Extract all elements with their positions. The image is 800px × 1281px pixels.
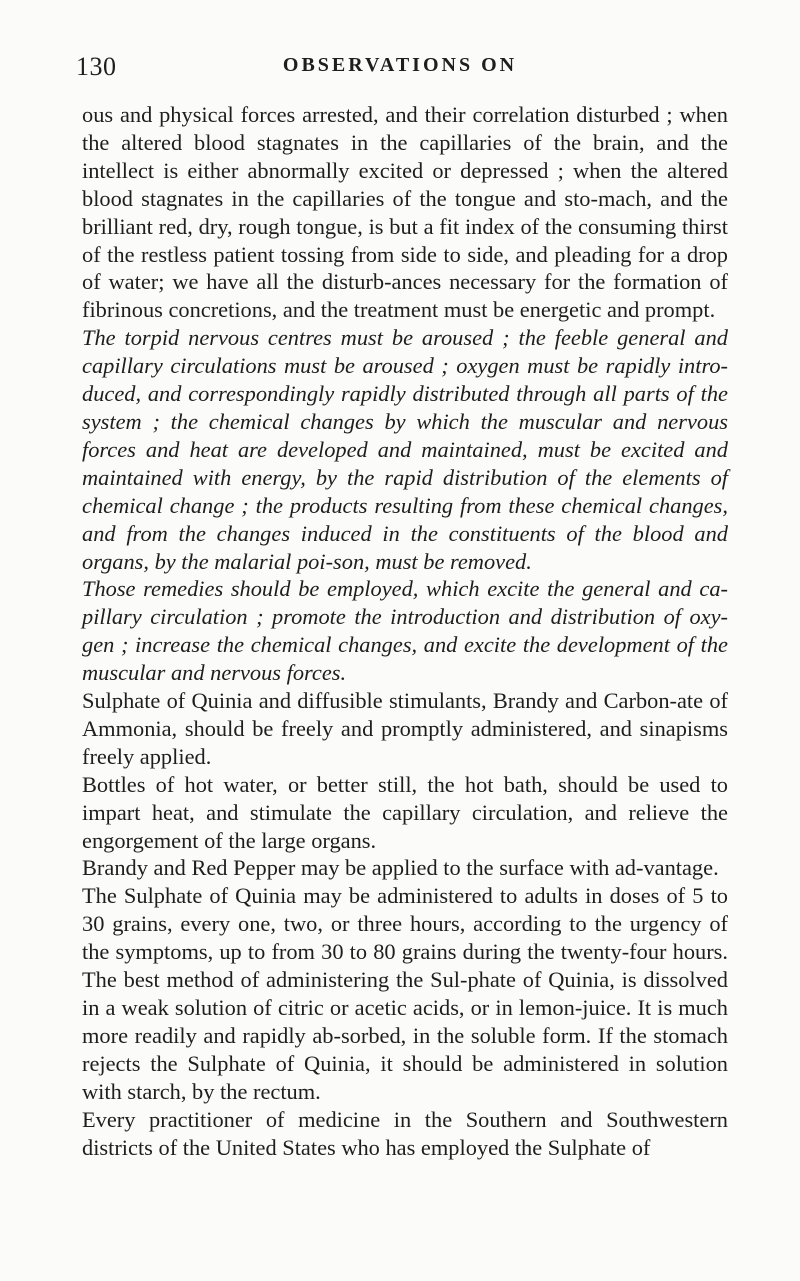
paragraph-continuation: ous and physical forces arrested, and their correlation disturbed ; when the altered blood stagnates in the capillaries of the brain, and the intellect is either abnormally excited or depressed ; when the altered blood stagnates in the capillaries of the tongue and sto-mach, and the brilliant red, dry, rough tongue, is but a fit index of the consuming thirst of the restless patient tossing from side to side, and pleading for a drop of water; we have all the disturb-ances necessary for the formation of fibrinous concretions, and the treatment must be energetic and prompt.	[82, 102, 728, 323]
paragraph-hot-water: Bottles of hot water, or better still, the hot bath, should be used to impart heat, and stimulate the capillary circulation, and relieve the engorgement of the large organs.	[82, 771, 728, 853]
paragraph-remedies: Those remedies should be employed, which excite the general and ca-pillary circulation ; promote the introduction and distribution of oxy-gen ; increase the chemical changes, and excite the development of the muscular and nervous forces.	[82, 576, 728, 686]
paragraph-practitioner: Every practitioner of medicine in the Southern and Southwestern districts of the United States who has employed the Sulphate of	[82, 1106, 728, 1160]
running-header	[76, 52, 724, 82]
paragraph-treatment-principles: The torpid nervous centres must be aroused ; the feeble general and capillary circulations must be aroused ; oxygen must be rapidly intro-duced, and correspondingly rapidly distributed through all parts of the system ; the chemical changes by which the muscular and nervous forces and heat are developed and maintained, must be excited and maintained with energy, by the rapid distribution of the elements of chemical change ; the products resulting from these chemical changes, and from the changes induced in the constituents of the blood and organs, by the malarial poi-son, must be removed.	[82, 325, 728, 574]
running-title: OBSERVATIONS ON	[282, 54, 518, 76]
paragraph-quinia-dosage: The Sulphate of Quinia may be administered to adults in doses of 5 to 30 grains, every one, two, or three hours, according to the urgency of the symptoms, up to from 30 to 80 grains during the twenty-four hours. The best method of administering the Sul-phate of Quinia, is dissolved in a weak solution of citric or acetic acids, or in lemon-juice. It is much more readily and rapidly ab-sorbed, in the soluble form. If the stomach rejects the Sulphate of Quinia, it should be administered in solution with starch, by the rectum.	[82, 883, 728, 1104]
body-text	[82, 101, 728, 1161]
paragraph-brandy-pepper: Brandy and Red Pepper may be applied to the surface with ad-vantage.	[82, 855, 719, 881]
paragraph-quinia-stimulants: Sulphate of Quinia and diffusible stimulants, Brandy and Carbon-ate of Ammonia, should be freely and promptly administered, and sinapisms freely applied.	[82, 688, 728, 769]
page-number: 130	[76, 52, 117, 81]
